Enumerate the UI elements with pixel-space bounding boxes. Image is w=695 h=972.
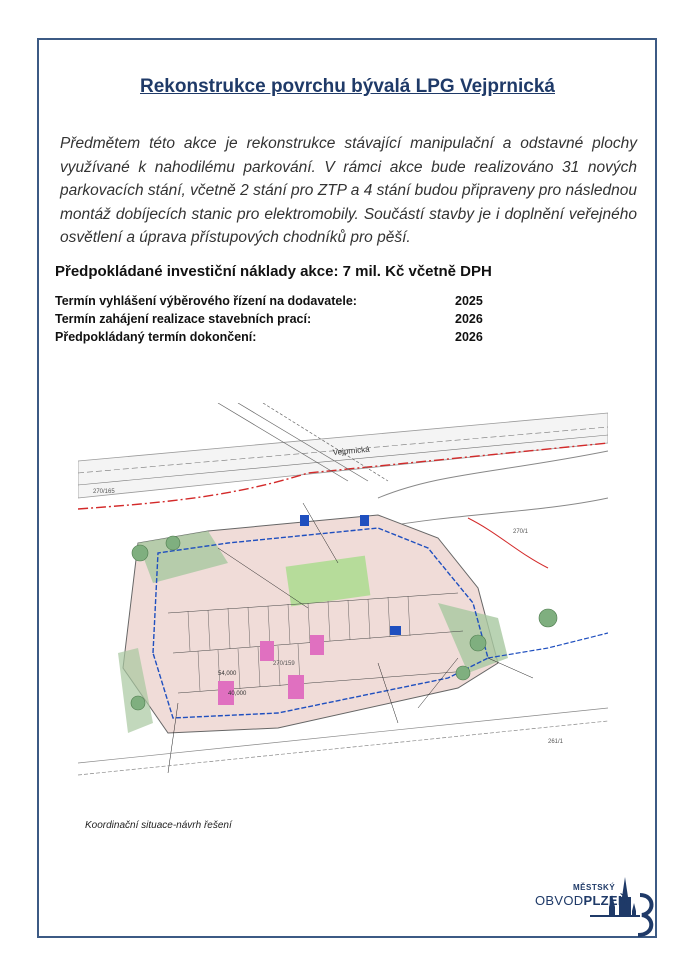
schedule-value: 2026 bbox=[455, 312, 483, 326]
map-parcel-label: 270/165 bbox=[93, 489, 115, 495]
schedule-label: Termín zahájení realizace stavebních prací: bbox=[55, 312, 312, 326]
map-dimension-label: 40,000 bbox=[228, 691, 247, 697]
schedule-row-tender bbox=[55, 292, 495, 310]
schedule-label: Termín vyhlášení výběrového řízení na dodavatele: bbox=[55, 294, 357, 308]
logo-text-plzen: PLZEŇ bbox=[583, 893, 628, 908]
map-dimension-label: 54,000 bbox=[218, 671, 237, 677]
schedule-label: Předpokládaný termín dokončení: bbox=[55, 330, 257, 344]
site-plan-drawing bbox=[78, 403, 608, 815]
page-title: Rekonstrukce povrchu bývalá LPG Vejprnická bbox=[140, 76, 555, 97]
map-parcel-label: 270/159 bbox=[273, 661, 295, 667]
logo-text-obvod: OBVOD bbox=[535, 893, 584, 908]
schedule-row-start bbox=[55, 310, 495, 328]
map-caption: Koordinační situace-návrh řešení bbox=[85, 820, 232, 831]
schedule-value: 2026 bbox=[455, 330, 483, 344]
schedule-table bbox=[55, 292, 495, 346]
map-street-label: Vejprnická bbox=[332, 444, 370, 457]
map-parcel-label: 261/1 bbox=[548, 739, 564, 745]
investment-cost: Předpokládané investiční náklady akce: 7 mil. Kč včetně DPH bbox=[55, 263, 492, 280]
schedule-row-finish bbox=[55, 328, 495, 346]
municipal-logo bbox=[530, 875, 655, 937]
map-parcel-label: 270/1 bbox=[513, 529, 529, 535]
logo-text-top: MĚSTSKÝ bbox=[573, 883, 616, 892]
logo-text-main bbox=[535, 893, 628, 908]
intro-paragraph: Předmětem této akce je rekonstrukce stávající manipulační a odstavné plochy využívané k nahodilému parkování. V rámci akce bude realizováno 31 nových parkovacích stání, včetně 2 stání pro ZTP a 4 stání budou připraveny pro následnou montáž dobíjecích stanic pro elektromobily. Součástí stavby je i doplnění veřejného osvětlení a úprava přístupových chodníků pro pěší. bbox=[60, 135, 637, 246]
schedule-value: 2025 bbox=[455, 294, 483, 308]
